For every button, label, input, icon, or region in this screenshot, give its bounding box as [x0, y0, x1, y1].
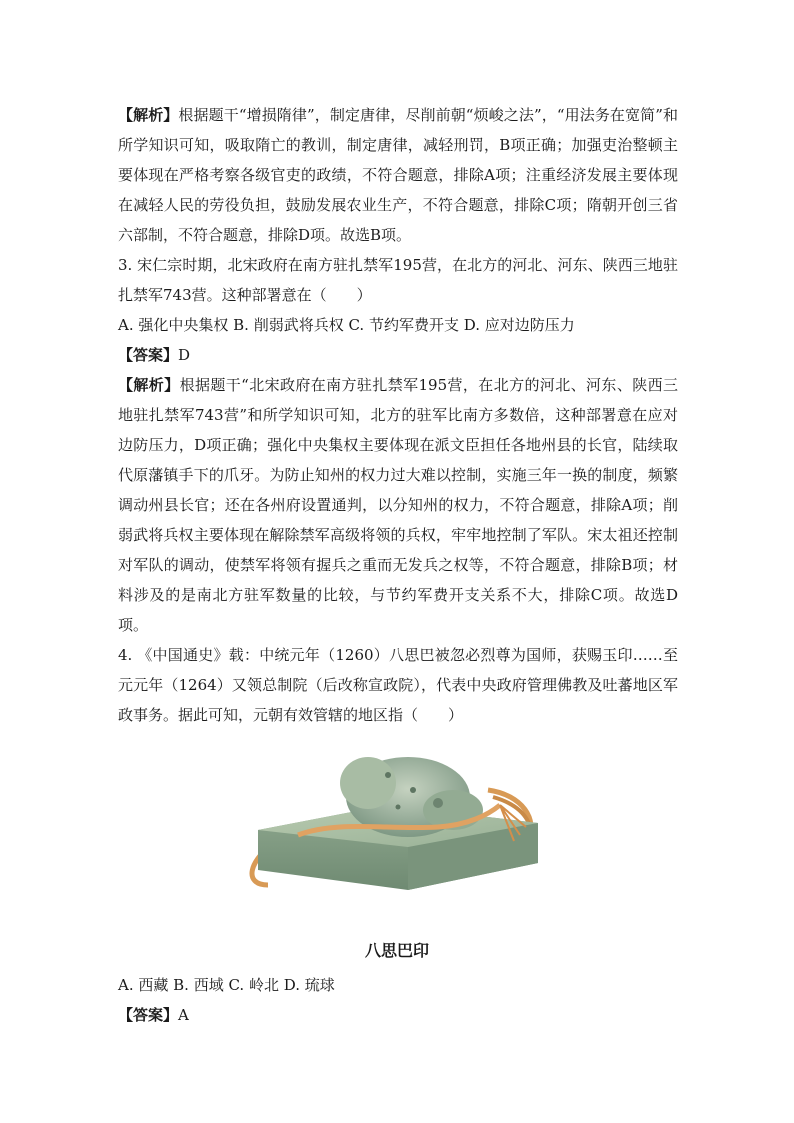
q4-stem: 4. 《中国通史》载：中统元年（1260）八思巴被忽必烈尊为国师，获赐玉印……至元元年（1264）又领总制院（后改称宣政院），代表中央政府管理佛教及吐蕃地区军政事务。据此可知，元朝有效管辖的地区指（ ） [118, 646, 678, 724]
q3-analysis [118, 370, 678, 640]
analysis-text: 根据题干“增损隋律”，制定唐律，尽削前朝“烦峻之法”，“用法务在宽简”和所学知识可知，吸取隋亡的教训，制定唐律，减轻刑罚，B项正确；加强吏治整顿主要体现在严格考察各级官吏的政绩，不符合题意，排除A项；注重经济发展主要体现在减轻人民的劳役负担，鼓励发展农业生产，不符合题意，排除C项；隋朝开创三省六部制，不符合题意，排除D项。故选B项。 [118, 106, 678, 244]
q2-analysis [118, 100, 678, 250]
answer-tag: 【答案】 [118, 346, 179, 364]
q4-answer [118, 1000, 678, 1030]
text-column [118, 100, 678, 730]
figure-caption: 八思巴印 [364, 941, 429, 960]
jade-seal-image [238, 735, 558, 895]
q3-answer [118, 340, 678, 370]
answer-tag: 【答案】 [118, 1006, 179, 1024]
answer-value: A [178, 1006, 189, 1024]
analysis-tag: 【解析】 [118, 376, 180, 394]
analysis-tag: 【解析】 [118, 106, 179, 124]
q4-options: A. 西藏 B. 西域 C. 岭北 D. 琉球 [118, 976, 335, 994]
q3-stem: 3. 宋仁宗时期，北宋政府在南方驻扎禁军195营，在北方的河北、河东、陕西三地驻扎禁军743营。这种部署意在（ ） [118, 256, 678, 304]
answer-value: D [178, 346, 191, 364]
q3-options: A. 强化中央集权 B. 削弱武将兵权 C. 节约军费开支 D. 应对边防压力 [118, 316, 575, 334]
analysis-text: 根据题干“北宋政府在南方驻扎禁军195营，在北方的河北、河东、陕西三地驻扎禁军743营”和所学知识可知，北方的驻军比南方多数倍，这种部署意在应对边防压力，D项正确；强化中央集权主要体现在派文臣担任各地州县的长官，陆续取代原藩镇手下的爪牙。为防止知州的权力过大难以控制，实施三年一换的制度，频繁调动州县长官；还在各州府设置通判，以分知州的权力，不符合题意，排除A项；削弱武将兵权主要体现在解除禁军高级将领的兵权，牢牢地控制了军队。宋太祖还控制对军队的调动，使禁军将领有握兵之重而无发兵之权等，不符合题意，排除B项；材料涉及的是南北方驻军数量的比较，与节约军费开支关系不大，排除C项。故选D项。 [118, 376, 678, 634]
q4-after-figure [118, 970, 678, 1030]
